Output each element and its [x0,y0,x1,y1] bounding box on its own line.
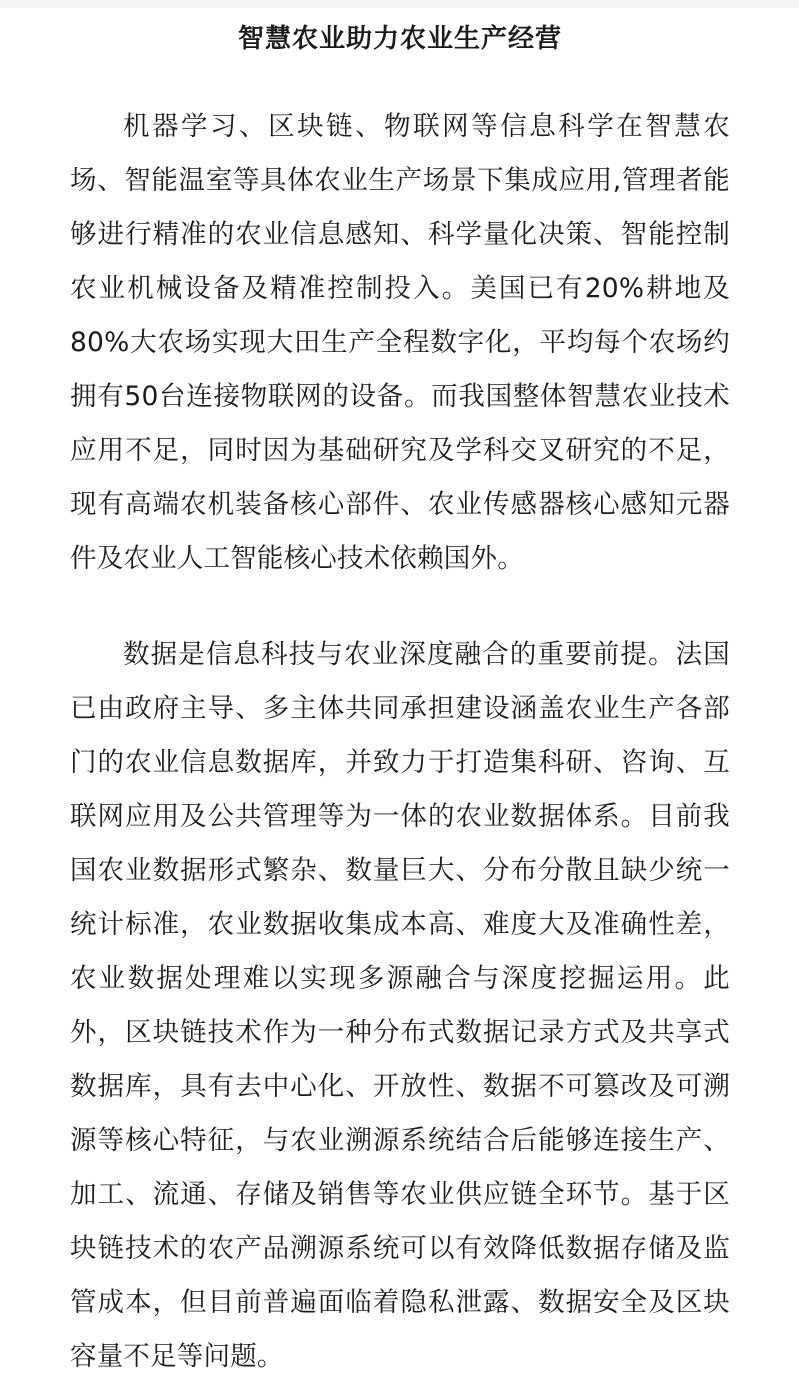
article-title: 智慧农业助力农业生产经营 [237,24,562,54]
article-paragraph-2: 数据是信息科技与农业深度融合的重要前提。法国已由政府主导、多主体共同承担建设涵盖农业生产各部门的农业信息数据库，并致力于打造集科研、咨询、互联网应用及公共管理等为一体的农业数据体系。目前我国农业数据形式繁杂、数量巨大、分布分散且缺少统一统计标准，农业数据收集成本高、难度大及准确性差，农业数据处理难以实现多源融合与深度挖掘运用。此外，区块链技术作为一种分布式数据记录方式及共享式数据库，具有去中心化、开放性、数据不可篡改及可溯源等核心特征，与农业溯源系统结合后能够连接生产、加工、流通、存储及销售等农业供应链全环节。基于区块链技术的农产品溯源系统可以有效降低数据存储及监管成本，但目前普遍面临着隐私泄露、数据安全及区块容量不足等问题。 [70,639,730,1372]
article-paragraph-1: 机器学习、区块链、物联网等信息科学在智慧农场、智能温室等具体农业生产场景下集成应用,管理者能够进行精准的农业信息感知、科学量化决策、智能控制农业机械设备及精准控制投入。美国已有20%耕地及80%大农场实现大田生产全程数字化，平均每个农场约拥有50台连接物联网的设备。而我国整体智慧农业技术应用不足，同时因为基础研究及学科交叉研究的不足，现有高端农机装备核心部件、农业传感器核心感知元器件及农业人工智能核心技术依赖国外。 [70,111,730,574]
article [70,16,730,1384]
top-divider-strip [0,0,799,8]
